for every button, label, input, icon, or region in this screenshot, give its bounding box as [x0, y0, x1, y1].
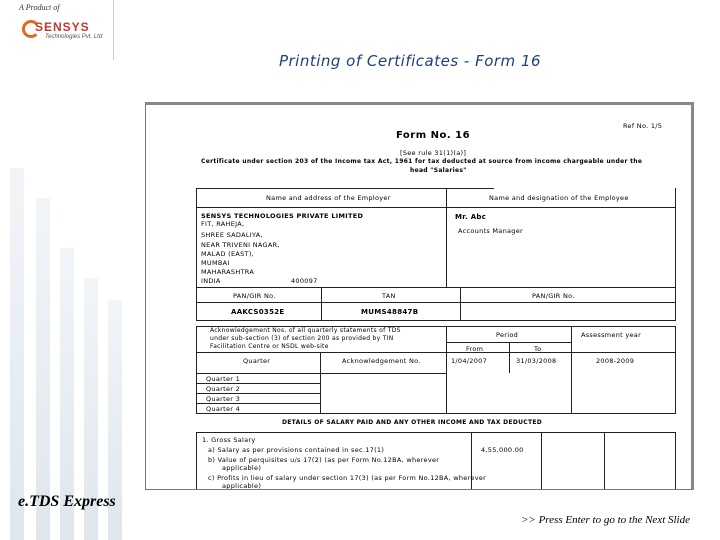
employer-line: MAHARASHTRA — [201, 268, 255, 276]
ack-text-line: Facilitation Centre or NSDL web-site — [210, 343, 329, 350]
table-rule — [196, 403, 321, 404]
quarter-row: Quarter 3 — [206, 395, 241, 403]
employee-name: Mr. Abc — [455, 213, 487, 221]
logo-divider — [113, 0, 114, 60]
ack-text-line: under sub-section (3) of section 200 as provided by TIN — [210, 335, 394, 342]
table-rule — [675, 432, 676, 490]
logo-subtitle: Technologies Pvt. Ltd — [45, 34, 103, 40]
table-rule — [196, 207, 676, 208]
table-rule — [675, 188, 676, 320]
form-title: Form No. 16 — [396, 130, 471, 141]
table-rule — [196, 393, 321, 394]
table-rule — [675, 326, 676, 413]
form-subtitle-line2: head "Salaries" — [410, 167, 467, 174]
table-rule — [196, 302, 676, 303]
company-logo — [0, 0, 110, 60]
table-rule — [509, 342, 510, 373]
logo-name: SENSYS — [35, 20, 90, 34]
table-rule — [460, 287, 461, 320]
table-rule — [196, 373, 446, 374]
table-rule — [446, 342, 571, 343]
employee-designation: Accounts Manager — [458, 227, 523, 235]
table-rule — [196, 383, 321, 384]
assessment-year: 2008-2009 — [596, 357, 635, 365]
from-label: From — [466, 345, 484, 353]
form16-document — [145, 102, 694, 490]
employer-line: FIT, RAHEJA, — [201, 220, 245, 228]
ack-no-label: Acknowledgement No. — [342, 357, 421, 365]
employer-line: SHREE SADALIYA, — [201, 231, 263, 239]
tan-label: TAN — [382, 292, 396, 300]
quarter-row: Quarter 4 — [206, 405, 241, 413]
rule-reference: [See rule 31(1)(a)] — [400, 149, 467, 157]
decor-bar — [36, 198, 50, 540]
table-rule — [446, 326, 447, 413]
form-subtitle-line1: Certificate under section 203 of the Income tax Act, 1961 for tax deducted at source from income chargeable under the — [201, 158, 643, 165]
decor-bar — [10, 168, 24, 540]
employee-header: Name and designation of the Employee — [489, 194, 629, 202]
brand-label: e.TDS Express — [18, 493, 116, 510]
salary-item-c-cont: applicable) — [222, 482, 262, 490]
employer-line: MUMBAI — [201, 259, 230, 267]
table-rule — [446, 188, 447, 287]
table-rule — [571, 326, 572, 413]
table-rule — [196, 432, 197, 490]
to-date: 31/03/2008 — [516, 357, 557, 365]
employer-line: SENSYS TECHNOLOGIES PRIVATE LIMITED — [201, 212, 364, 220]
ref-number: Ref No. 1/5 — [623, 122, 663, 130]
employer-header: Name and address of the Employer — [266, 194, 391, 202]
salary-item-c: c) Profits in lieu of salary under section 17(3) (as per Form No.12BA, wherever — [208, 474, 487, 482]
table-rule — [196, 287, 676, 288]
employer-line: NEAR TRIVENI NAGAR, — [201, 241, 280, 249]
employer-line: MALAD (EAST), — [201, 250, 255, 258]
salary-item-b: b) Value of perquisites u/s 17(2) (as per Form No.12BA, wherever — [208, 456, 440, 464]
table-rule — [196, 352, 676, 353]
table-rule — [604, 432, 605, 490]
employer-pincode: 400097 — [291, 277, 318, 285]
table-rule — [196, 188, 494, 189]
to-label: To — [534, 345, 542, 353]
quarter-row: Quarter 1 — [206, 375, 241, 383]
employer-line: INDIA — [201, 277, 221, 285]
quarter-row: Quarter 2 — [206, 385, 241, 393]
details-heading: DETAILS OF SALARY PAID AND ANY OTHER INCOME AND TAX DEDUCTED — [282, 419, 543, 426]
table-rule — [541, 432, 542, 490]
table-rule — [196, 320, 676, 321]
table-rule — [196, 326, 197, 413]
logo-tagline: A Product of — [19, 3, 60, 12]
table-rule — [321, 287, 322, 320]
table-rule — [196, 188, 197, 320]
from-date: 1/04/2007 — [451, 357, 488, 365]
next-slide-hint[interactable]: >> Press Enter to go to the Next Slide — [520, 514, 690, 526]
quarter-label: Quarter — [243, 357, 271, 365]
gross-salary-label: 1. Gross Salary — [202, 436, 256, 444]
salary-item-a: a) Salary as per provisions contained in sec.17(1) — [208, 446, 385, 454]
pan-employee-label: PAN/GIR No. — [532, 292, 575, 300]
assessment-year-label: Assessment year — [581, 331, 642, 339]
ack-text-line: Acknowledgement Nos. of all quarterly statements of TDS — [210, 327, 401, 334]
salary-value: 4,55,000.00 — [481, 446, 524, 454]
table-rule — [196, 413, 676, 414]
slide-title: Printing of Certificates - Form 16 — [278, 52, 542, 70]
tan-value: MUMS48847B — [361, 308, 419, 316]
period-label: Period — [496, 331, 519, 339]
salary-item-b-cont: applicable) — [222, 464, 262, 472]
pan-deductor-label: PAN/GIR No. — [233, 292, 276, 300]
pan-deductor: AAKCS0352E — [231, 308, 285, 316]
